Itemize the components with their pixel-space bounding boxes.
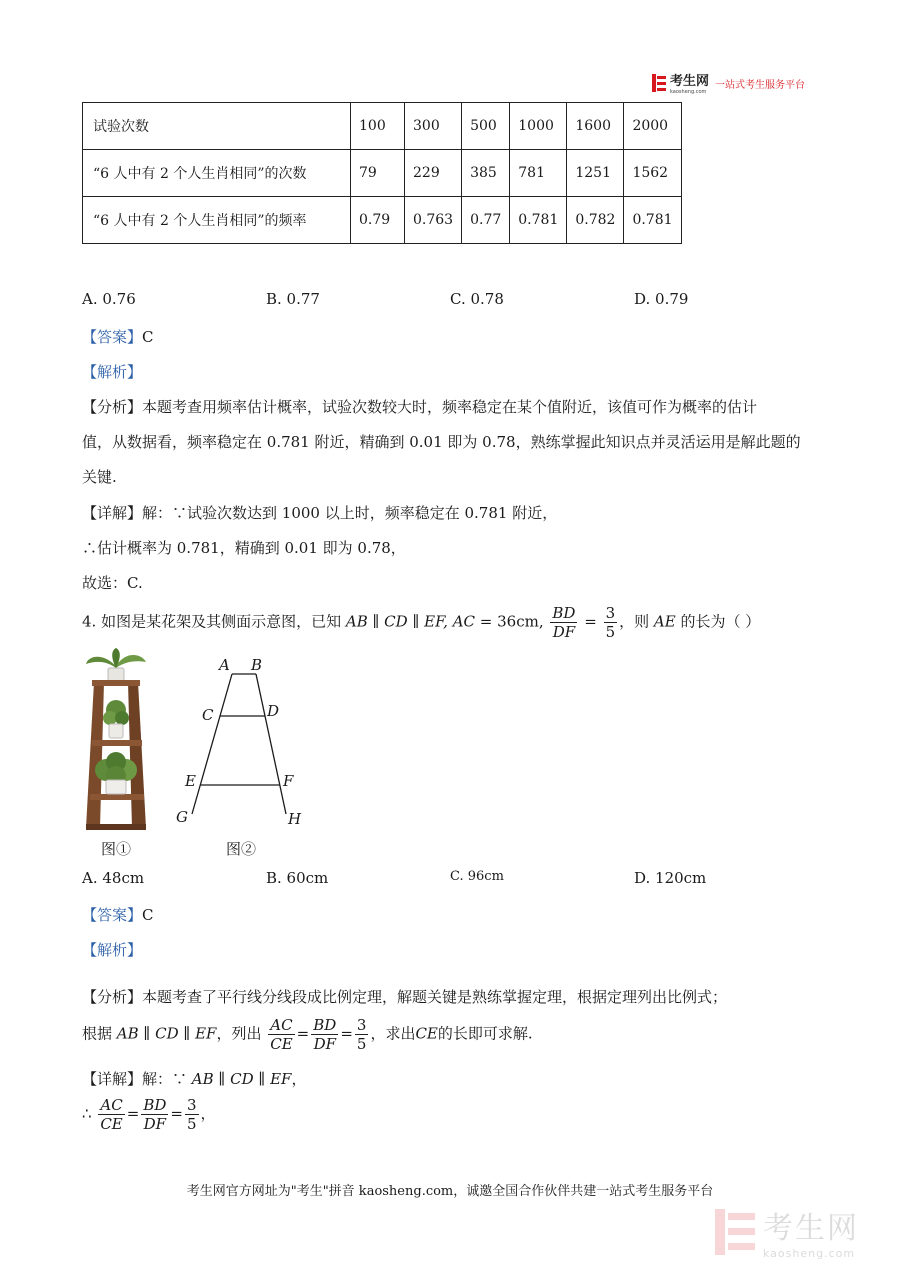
frac-num: BD (143, 1096, 167, 1114)
q3-option-a: A. 0.76 (82, 290, 136, 308)
watermark-sub: kaosheng.com (763, 1247, 856, 1260)
equals-sign: = (296, 1024, 310, 1043)
analysis-tag: 【解析】 (82, 941, 143, 959)
table-cell: 0.763 (405, 197, 462, 244)
q3-fenxi-line-1 (82, 396, 757, 417)
frac-den: 5 (186, 1115, 197, 1133)
table-cell: 试验次数 (83, 103, 351, 150)
var-ce: CE (415, 1024, 438, 1043)
detail-tag: 【详解】 (82, 1070, 143, 1088)
frac-equals: = (579, 612, 602, 631)
fenxi-text: ，列出 (216, 1024, 262, 1043)
point-e-label: E (185, 772, 196, 790)
q3-analysis-heading (82, 361, 142, 382)
table-cell: 1000 (510, 103, 567, 150)
table-cell: 0.782 (567, 197, 624, 244)
answer-tag: 【答案】 (82, 906, 143, 924)
fenxi-tag: 【分析】 (82, 988, 143, 1006)
frequency-table (82, 102, 682, 244)
q4-detail-line-1 (82, 1068, 306, 1089)
line-ag (192, 674, 232, 814)
table-cell: 0.77 (462, 197, 510, 244)
fenxi-text: 本题考查了平行线分线段成比例定理，解题关键是熟练掌握定理，根据定理列出比例式； (142, 988, 728, 1006)
fenxi-text: 根据 (82, 1024, 117, 1043)
point-c-label: C (202, 706, 214, 724)
frac-num: BD (313, 1016, 337, 1034)
table-cell: 0.79 (351, 197, 405, 244)
frac-den: CE (270, 1035, 293, 1053)
frac-den: DF (143, 1115, 167, 1133)
fraction-3-5 (604, 604, 618, 641)
q3-answer-line (82, 326, 154, 347)
table-row (83, 103, 682, 150)
kaosheng-logo-icon (652, 74, 666, 92)
stem-var: AE (653, 612, 676, 631)
q3-fenxi-line-3: 关键. (82, 468, 117, 486)
q4-option-a: A. 48cm (82, 869, 145, 887)
point-g-label: G (176, 808, 188, 826)
answer-tag: 【答案】 (82, 328, 143, 346)
line-bh (256, 674, 286, 814)
frac-den: CE (100, 1115, 123, 1133)
answer-value: C (142, 906, 154, 924)
watermark-text-block (763, 1203, 859, 1260)
logo-text-block (670, 71, 709, 95)
point-f-label: F (283, 772, 294, 790)
detail-text: ， (291, 1070, 307, 1088)
q4-stem (82, 604, 760, 641)
frac-den: 5 (605, 623, 616, 641)
fenxi-text: 本题考查用频率估计概率，试验次数较大时，频率稳定在某个值附近，该值可作为概率的估计 (142, 398, 758, 416)
analysis-tag: 【解析】 (82, 363, 143, 381)
fraction-bd-df (550, 604, 577, 641)
table-row (83, 197, 682, 244)
q3-detail-line-1 (82, 502, 557, 523)
frac-num: 3 (186, 1096, 197, 1114)
table-cell: 781 (510, 150, 567, 197)
frac-num: AC (268, 1016, 294, 1035)
stem-condition: AB ∥ CD ∥ EF, AC (345, 612, 476, 631)
q4-detail-line-2 (82, 1096, 216, 1133)
table-cell: 385 (462, 150, 510, 197)
table-cell: 100 (351, 103, 405, 150)
table-row (83, 150, 682, 197)
fenxi-tag: 【分析】 (82, 398, 143, 416)
fenxi-text: 的长即可求解. (437, 1024, 533, 1043)
equals-sign: = (170, 1104, 183, 1123)
logo-text: 考生网 (670, 74, 710, 89)
table-cell: 0.781 (624, 197, 681, 244)
frac-num: BD (552, 604, 576, 622)
table-cell: 1251 (567, 150, 624, 197)
fraction-ac-ce (268, 1016, 294, 1053)
q4-analysis-heading (82, 939, 142, 960)
stem-suffix: ，则 (619, 612, 654, 631)
figure-1-caption: 图① (101, 840, 132, 858)
q4-fenxi-line-1 (82, 986, 727, 1007)
q3-option-d: D. 0.79 (634, 290, 689, 308)
table-cell: 500 (462, 103, 510, 150)
table-cell: 79 (351, 150, 405, 197)
q3-option-b: B. 0.77 (266, 290, 320, 308)
q4-option-b: B. 60cm (266, 869, 329, 887)
fraction-ac-ce (98, 1096, 124, 1133)
figure-2-caption: 图② (226, 840, 257, 858)
frac-num: 3 (605, 604, 616, 622)
q3-option-c: C. 0.78 (450, 290, 504, 308)
stem-prefix: 4. 如图是某花架及其侧面示意图，已知 (82, 612, 346, 631)
point-d-label: D (267, 702, 280, 720)
fraction-bd-df (141, 1096, 168, 1133)
frac-den: 5 (356, 1035, 367, 1053)
equals-sign: = (340, 1024, 353, 1043)
parallel-relation: AB ∥ CD ∥ EF (116, 1024, 217, 1043)
watermark-text: 考生网 (763, 1211, 859, 1246)
therefore-symbol: ∴ (82, 1104, 92, 1123)
frac-den: DF (313, 1035, 336, 1053)
table-cell: “6 人中有 2 个人生肖相同”的次数 (83, 150, 351, 197)
detail-tag: 【详解】 (82, 504, 143, 522)
watermark (715, 1203, 859, 1260)
equals-sign: = (126, 1104, 140, 1123)
q4-fenxi-line-2 (82, 1016, 533, 1053)
point-b-label: B (251, 656, 263, 674)
q4-option-d: D. 120cm (634, 869, 707, 887)
watermark-logo-icon (715, 1209, 755, 1255)
q3-fenxi-line-2: 值，从数据看，频率稳定在 0.781 附近，精确到 0.01 即为 0.78，熟练掌握此知识点并灵活运用是解此题的 (82, 433, 801, 451)
q4-option-c: C. 96cm (450, 869, 504, 884)
stem-eq: = 36cm, (475, 612, 544, 631)
plant-middle (103, 700, 129, 738)
point-h-label: H (288, 810, 302, 828)
fraction-3-5 (355, 1016, 369, 1053)
flower-stand-illustration (82, 648, 150, 834)
frac-num: AC (98, 1096, 124, 1115)
detail-text: 解：∵试验次数达到 1000 以上时，频率稳定在 0.781 附近， (142, 504, 558, 522)
fraction-bd-df (311, 1016, 338, 1053)
stem-suffix-2: 的长为（ ） (675, 612, 761, 631)
detail-text: ， (200, 1104, 216, 1123)
point-a-label: A (219, 656, 230, 674)
header-slogan: 一站式考生服务平台 (715, 79, 806, 91)
table-cell: 1562 (624, 150, 681, 197)
table-cell: 1600 (567, 103, 624, 150)
parallel-relation: AB ∥ CD ∥ EF (191, 1070, 292, 1088)
frac-num: 3 (356, 1016, 367, 1034)
answer-value: C (142, 328, 154, 346)
q3-detail-line-2: ∴估计概率为 0.781，精确到 0.01 即为 0.78， (82, 539, 406, 557)
table-cell: 0.781 (510, 197, 567, 244)
page-footer: 考生网官方网址为"考生"拼音 kaosheng.com，诚邀全国合作伙伴共建一站式考生服务平台 (186, 1184, 714, 1199)
header-brand (652, 72, 805, 94)
table-cell: 300 (405, 103, 462, 150)
trapezoid-diagram (170, 652, 320, 832)
frac-den: DF (552, 623, 576, 641)
q4-answer-line (82, 904, 154, 925)
table-cell: 2000 (624, 103, 681, 150)
logo-sub: kaosheng.com (670, 89, 707, 95)
fenxi-text: ，求出 (370, 1024, 416, 1043)
q3-detail-line-3: 故选：C. (82, 574, 143, 592)
detail-text: 解：∵ (142, 1070, 192, 1088)
table-cell: 229 (405, 150, 462, 197)
plant-top (86, 648, 146, 682)
table-cell: “6 人中有 2 个人生肖相同”的频率 (83, 197, 351, 244)
fraction-3-5 (185, 1096, 199, 1133)
